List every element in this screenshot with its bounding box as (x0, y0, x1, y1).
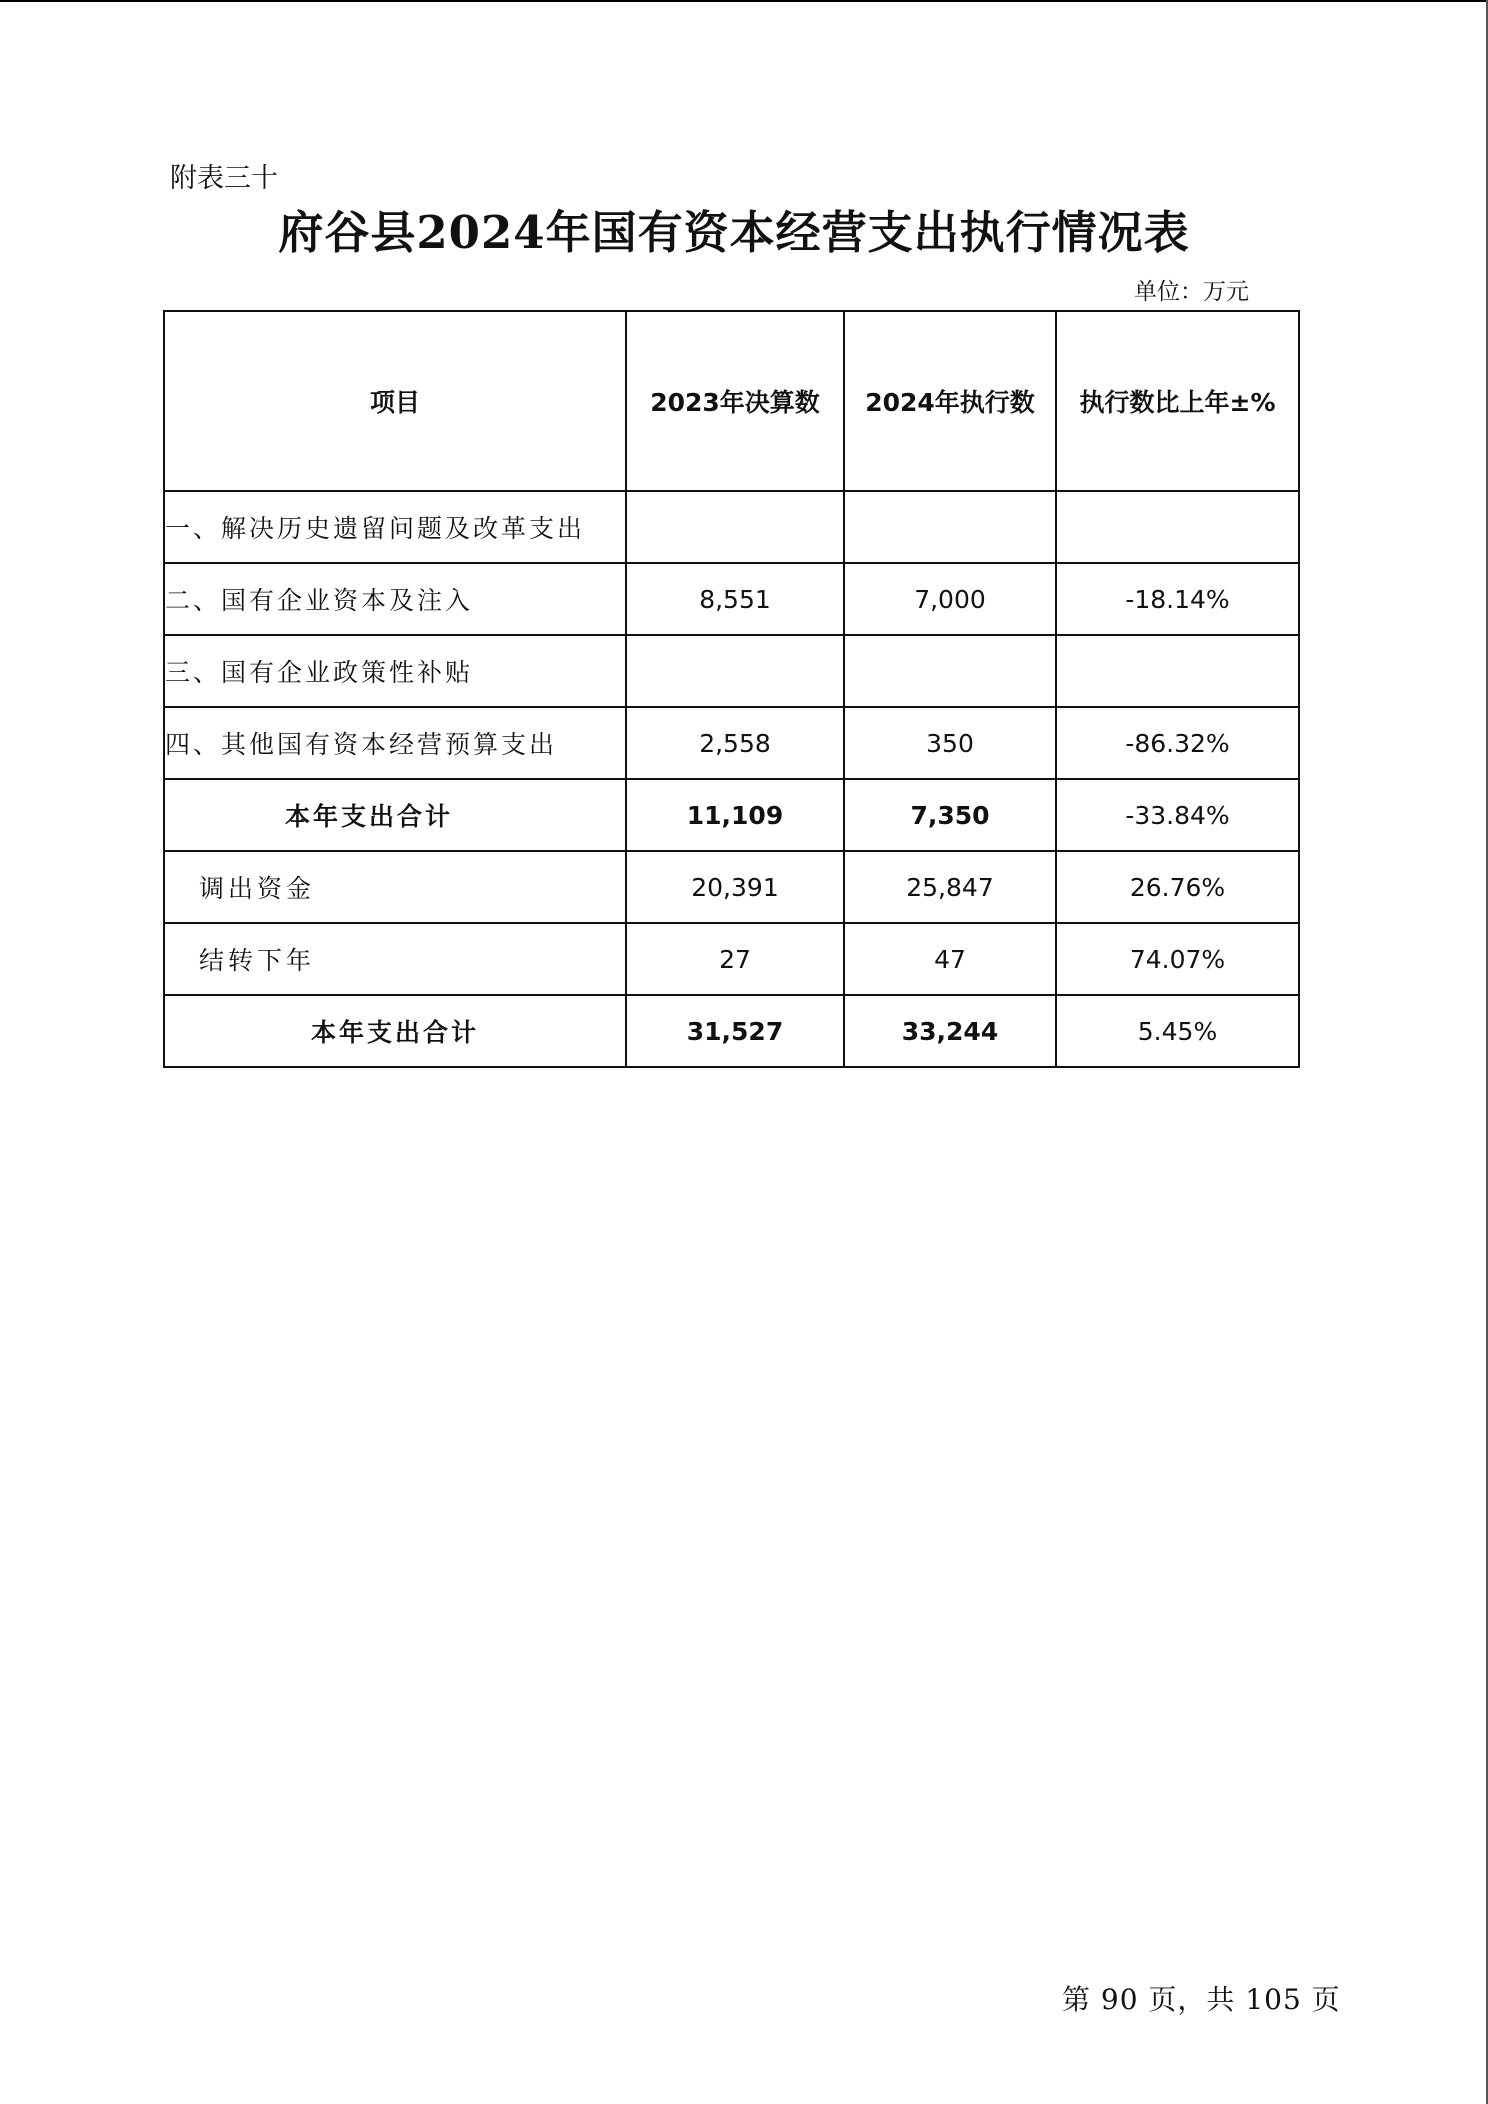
page-top-border (0, 0, 1488, 2)
header-2024-execution: 2024年执行数 (844, 311, 1056, 491)
table-row (164, 707, 1299, 779)
row-2024: 47 (844, 923, 1056, 995)
row-pct (1056, 635, 1299, 707)
subtotal-2024: 7,350 (844, 779, 1056, 851)
table-row (164, 491, 1299, 563)
row-2024 (844, 635, 1056, 707)
row-2023: 20,391 (626, 851, 844, 923)
document-title: 府谷县2024年国有资本经营支出执行情况表 (278, 206, 1190, 259)
row-2024: 25,847 (844, 851, 1056, 923)
row-2023: 2,558 (626, 707, 844, 779)
row-item: 结转下年 (164, 923, 626, 995)
subtotal-2023: 11,109 (626, 779, 844, 851)
row-2024: 7,000 (844, 563, 1056, 635)
row-item: 四、其他国有资本经营预算支出 (164, 707, 626, 779)
subtotal-row (164, 779, 1299, 851)
grand-total-2024: 33,244 (844, 995, 1056, 1067)
header-item: 项目 (164, 311, 626, 491)
header-2023-final: 2023年决算数 (626, 311, 844, 491)
table-header-row (164, 311, 1299, 491)
expenditure-table (163, 310, 1300, 1068)
header-change-pct: 执行数比上年±% (1056, 311, 1299, 491)
row-2023 (626, 635, 844, 707)
row-pct: 74.07% (1056, 923, 1299, 995)
row-2023: 8,551 (626, 563, 844, 635)
row-2023 (626, 491, 844, 563)
grand-total-2023: 31,527 (626, 995, 844, 1067)
page-number-footer: 第 90 页，共 105 页 (1062, 1983, 1341, 2016)
table-row (164, 563, 1299, 635)
row-2024 (844, 491, 1056, 563)
row-item: 三、国有企业政策性补贴 (164, 635, 626, 707)
table-row (164, 923, 1299, 995)
row-item: 一、解决历史遗留问题及改革支出 (164, 491, 626, 563)
grand-total-pct: 5.45% (1056, 995, 1299, 1067)
grand-total-row (164, 995, 1299, 1067)
unit-label: 单位：万元 (1134, 279, 1249, 305)
row-pct: 26.76% (1056, 851, 1299, 923)
table-row (164, 851, 1299, 923)
row-pct (1056, 491, 1299, 563)
table-row (164, 635, 1299, 707)
subtotal-label: 本年支出合计 (164, 779, 626, 851)
grand-total-label: 本年支出合计 (164, 995, 626, 1067)
row-2023: 27 (626, 923, 844, 995)
row-pct: -86.32% (1056, 707, 1299, 779)
row-2024: 350 (844, 707, 1056, 779)
annex-label: 附表三十 (170, 163, 278, 194)
subtotal-pct: -33.84% (1056, 779, 1299, 851)
row-pct: -18.14% (1056, 563, 1299, 635)
row-item: 调出资金 (164, 851, 626, 923)
row-item: 二、国有企业资本及注入 (164, 563, 626, 635)
